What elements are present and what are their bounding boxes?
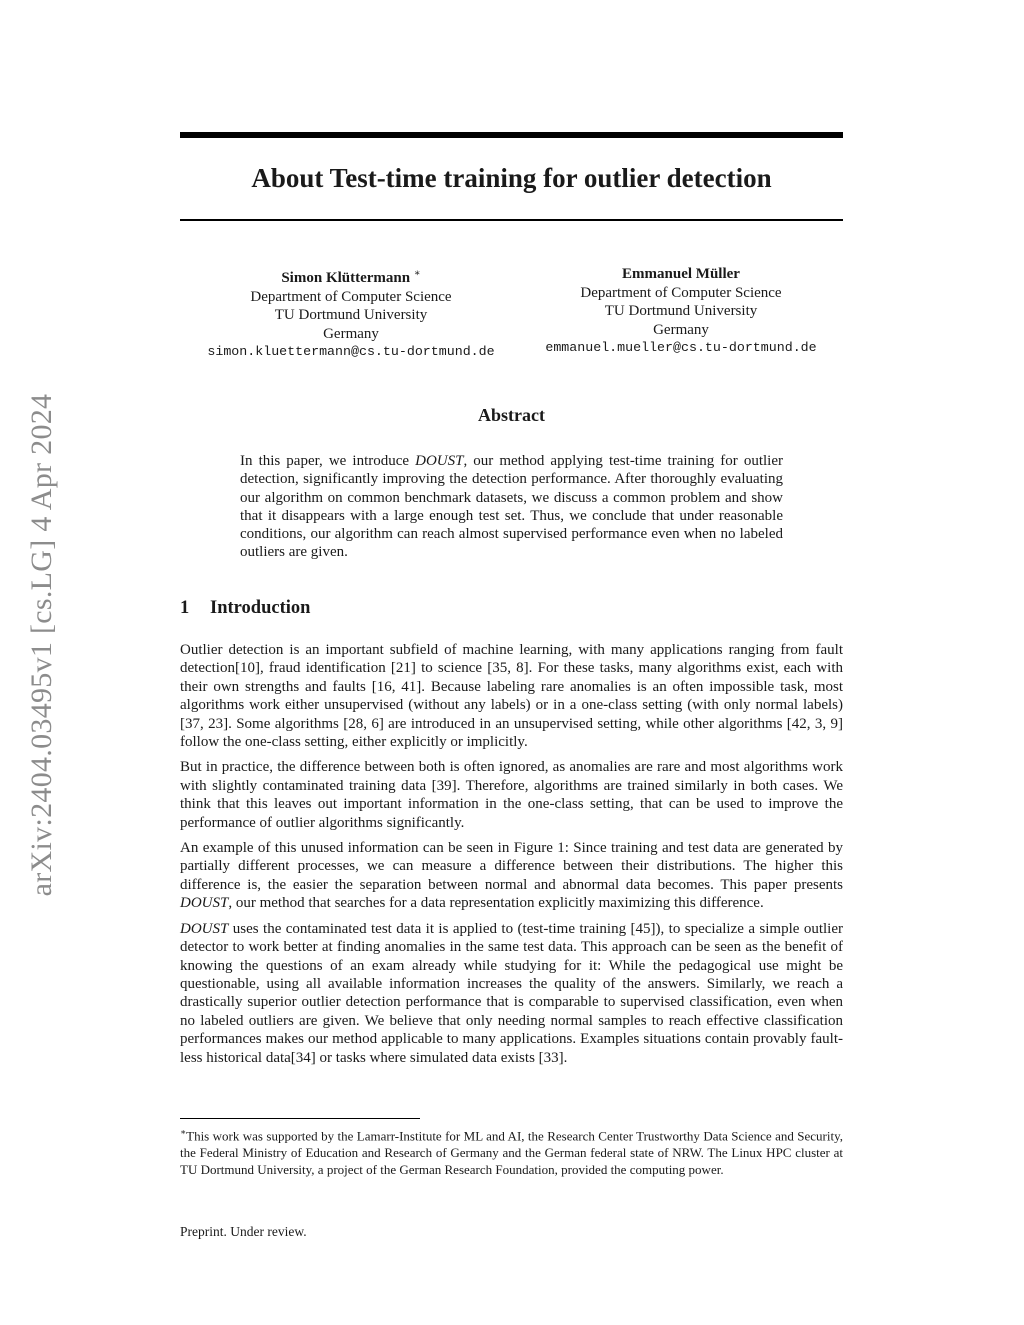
section-title: Introduction xyxy=(210,598,311,618)
abstract-heading: Abstract xyxy=(478,405,545,425)
paragraph: Outlier detection is an important subfield of machine learning, with many applications ranging from fault detection[10], fraud identification [21] to science [35, 8]. For these tasks, many algorithms exist, each with their own strengths and faults [16, 41]. Because labeling rare anomalies is an often impossible task, most algorithms work either unsupervised (without any labels) or in a one-class setting (with only normal labels)[37, 23]. Some algorithms [28, 6] are introduced in an unsupervised setting, while other algorithms [42, 3, 9] follow the one-class setting, either explicitly or implicitly. xyxy=(180,642,843,751)
method-name: DOUST xyxy=(180,920,229,937)
author-footnote-marker: ∗ xyxy=(413,268,421,279)
title-top-rule xyxy=(180,132,843,138)
author-name: Emmanuel Müller xyxy=(622,266,740,282)
author-university: TU Dortmund University xyxy=(274,307,428,323)
paragraph: DOUST uses the contaminated test data it is applied to (test-time training [45]), to specialize a simple outlier detector to work better at finding anomalies in the same test data. This approach can be seen as the benefit of knowing the questions of an exam already while studying for it: While the pedagogical use might be questionable, using all available information increases the quality of the answers. Similarly, we reach a drastically superior outlier detection performance that is comparable to supervised classification, even when no labeled outliers are given. We believe that only needing normal samples to reach effective classification performances makes our method applicable to many applications. Examples situations contain provably fault-less historical data[34] or tasks where simulated data exists [33]. xyxy=(180,920,843,1066)
author-country: Germany xyxy=(653,321,709,338)
author-email[interactable]: simon.kluettermann@cs.tu-dortmund.de xyxy=(207,344,495,359)
footnote-marker: ∗ xyxy=(180,1127,187,1137)
preprint-note: Preprint. Under review. xyxy=(180,1224,307,1239)
paper-title: About Test-time training for outlier detection xyxy=(251,163,772,193)
author-department: Department of Computer Science xyxy=(580,284,782,301)
author-email[interactable]: emmanuel.mueller@cs.tu-dortmund.de xyxy=(545,340,817,355)
author-name: Simon Klüttermann xyxy=(281,270,411,286)
author-department: Department of Computer Science xyxy=(250,288,452,305)
author-university: TU Dortmund University xyxy=(604,303,758,319)
author-block-1 xyxy=(190,265,512,362)
arxiv-id: arXiv:2404.03495v1 [cs.LG] 4 Apr 2024 xyxy=(25,393,58,897)
author-block-2 xyxy=(525,265,837,358)
paragraph: But in practice, the difference between both is often ignored, as anomalies are rare and most algorithms work with slightly contaminated training data [39]. Therefore, algorithms are trained similarly in both cases. We think that this leaves out important information in the one-class setting, that can be used to improve the performance of outlier algorithms significantly. xyxy=(180,759,843,831)
section-number: 1 xyxy=(180,598,190,618)
footnote xyxy=(180,1124,843,1178)
method-name: DOUST xyxy=(415,453,464,469)
paragraph: An example of this unused information can be seen in Figure 1: Since training and test data are generated by partially different processes, we can measure a difference between their distributions. The higher this difference is, the easier the separation between normal and abnormal data becomes. This paper presents DOUST, our method that searches for a data representation explicitly maximizing this difference. xyxy=(180,840,843,912)
title-bottom-rule xyxy=(180,219,843,221)
footnote-rule xyxy=(180,1118,420,1119)
introduction-body xyxy=(180,641,843,1074)
author-country: Germany xyxy=(323,325,379,342)
abstract-text: In this paper, we introduce DOUST, our method applying test-time training for outlier detection, significantly improving the detection performance. After thoroughly evaluating our algorithm on common benchmark datasets, we discuss a common problem and show that it disappears with a large enough test set. Thus, we conclude that under reasonable conditions, our algorithm can reach almost supervised performance even when no labeled outliers are given. xyxy=(240,453,783,561)
section-heading xyxy=(180,598,310,619)
method-name: DOUST xyxy=(180,895,229,912)
footnote-text: This work was supported by the Lamarr-Institute for ML and AI, the Research Center Trustworthy Data Science and Security, the Federal Ministry of Education and Research of Germany and the German federal state of NRW. The Linux HPC cluster at TU Dortmund University, a project of the German Research Foundation, provided the computing power. xyxy=(180,1128,843,1178)
